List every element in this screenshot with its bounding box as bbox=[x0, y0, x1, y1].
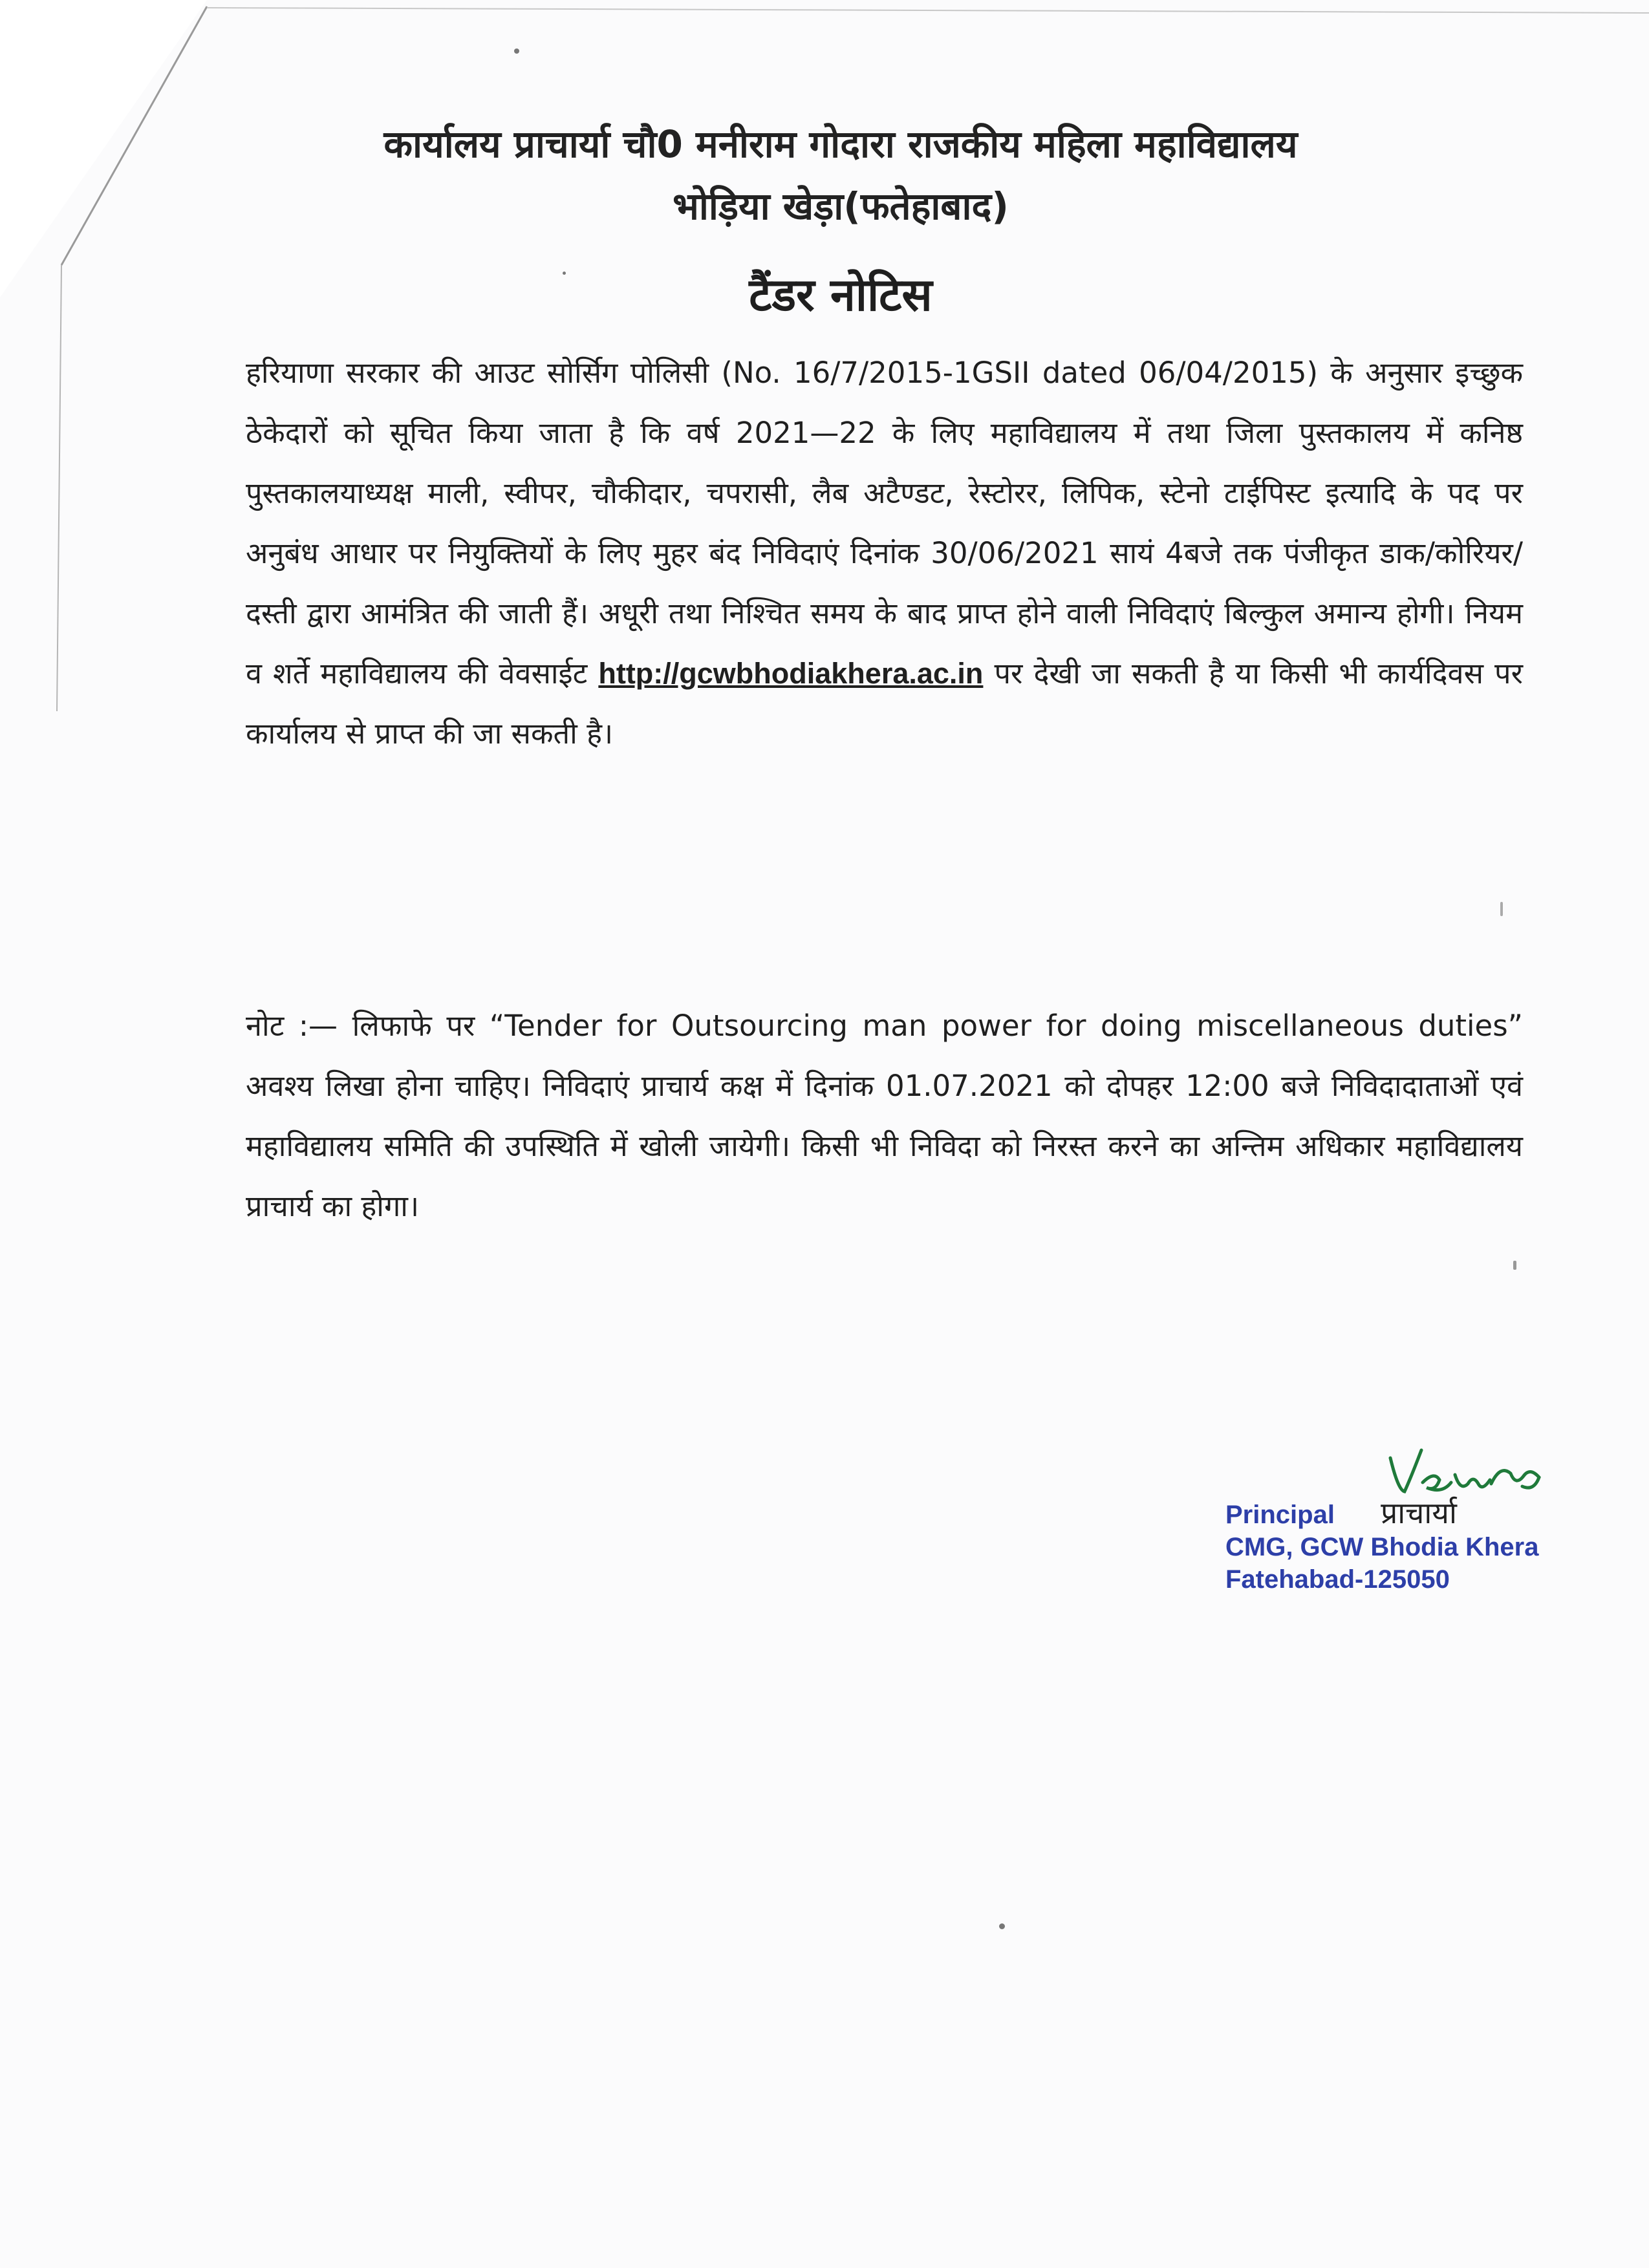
signature-block bbox=[1225, 1497, 1588, 1596]
stamp-address: Fatehabad-125050 bbox=[1225, 1565, 1450, 1594]
stamp-college-name: CMG, GCW Bhodia Khera bbox=[1225, 1533, 1539, 1561]
scan-speck bbox=[999, 1923, 1005, 1929]
handwritten-signature bbox=[1384, 1432, 1565, 1503]
letterhead bbox=[194, 113, 1487, 237]
paragraph-text-after-url: पर देखी जा सकती है या किसी भी कार्यदिवस पर कार्यालय से प्राप्त की जा सकती है। bbox=[246, 656, 1523, 751]
paragraph-text-before-url: हरियाणा सरकार की आउट सोर्सिग पोलिसी (No. 16/7/2015-1GSII dated 06/04/2015) के अनुसार इच्छुक ठेकेदारों को सूचित किया जाता है कि वर्ष 2021—22 के लिए महाविद्यालय में तथा जिला पुस्तकालय में कनिष्ठ पुस्तकालयाध्यक्ष माली, स्वीपर, चौकीदार, चपरासी, लैब अटैण्डट, रेस्टोरर, लिपिक, स्टेनो टाईपिस्ट इत्यादि के पद पर अनुबंध आधार पर नियुक्तियों के लिए मुहर बंद निविदाएं दिनांक 30/06/2021 सायं 4बजे तक पंजीकृत डाक/कोरियर/दस्ती द्वारा आमंत्रित की जाती हैं। अधूरी तथा निश्चित समय के बाद प्राप्त होने वाली निविदाएं बिल्कुल अमान्य होगी। नियम व शर्ते महाविद्यालय की वेवसाईट bbox=[246, 356, 1523, 690]
website-link[interactable]: http://gcwbhodiakhera.ac.in bbox=[598, 657, 984, 690]
stamp-principal: Principal bbox=[1225, 1501, 1335, 1529]
scan-speck bbox=[1513, 1261, 1516, 1270]
principal-hindi-label: प्राचार्या bbox=[1381, 1495, 1457, 1530]
scan-speck bbox=[514, 48, 519, 54]
notice-paragraph-main bbox=[246, 343, 1523, 764]
notice-title: टैंडर नोटिस bbox=[749, 268, 932, 321]
scan-speck bbox=[1500, 902, 1503, 916]
notice-paragraph-note: नोट :— लिफाफे पर “Tender for Outsourcing man power for doing miscellaneous duties” अवश्य लिखा होना चाहिए। निविदाएं प्राचार्य कक्ष में दिनांक 01.07.2021 को दोपहर 12:00 बजे निविदादाताओं एवं महाविद्यालय समिति की उपस्थिति में खोली जायेगी। किसी भी निविदा को निरस्त करने का अन्तिम अधिकार महाविद्यालय प्राचार्य का होगा। bbox=[246, 1009, 1523, 1223]
letterhead-line-1: कार्यालय प्राचार्या चौ0 मनीराम गोदारा राजकीय महिला महाविद्यालय bbox=[383, 122, 1298, 166]
letterhead-line-2: भोड़िया खेड़ा(फतेहाबाद) bbox=[673, 184, 1009, 228]
